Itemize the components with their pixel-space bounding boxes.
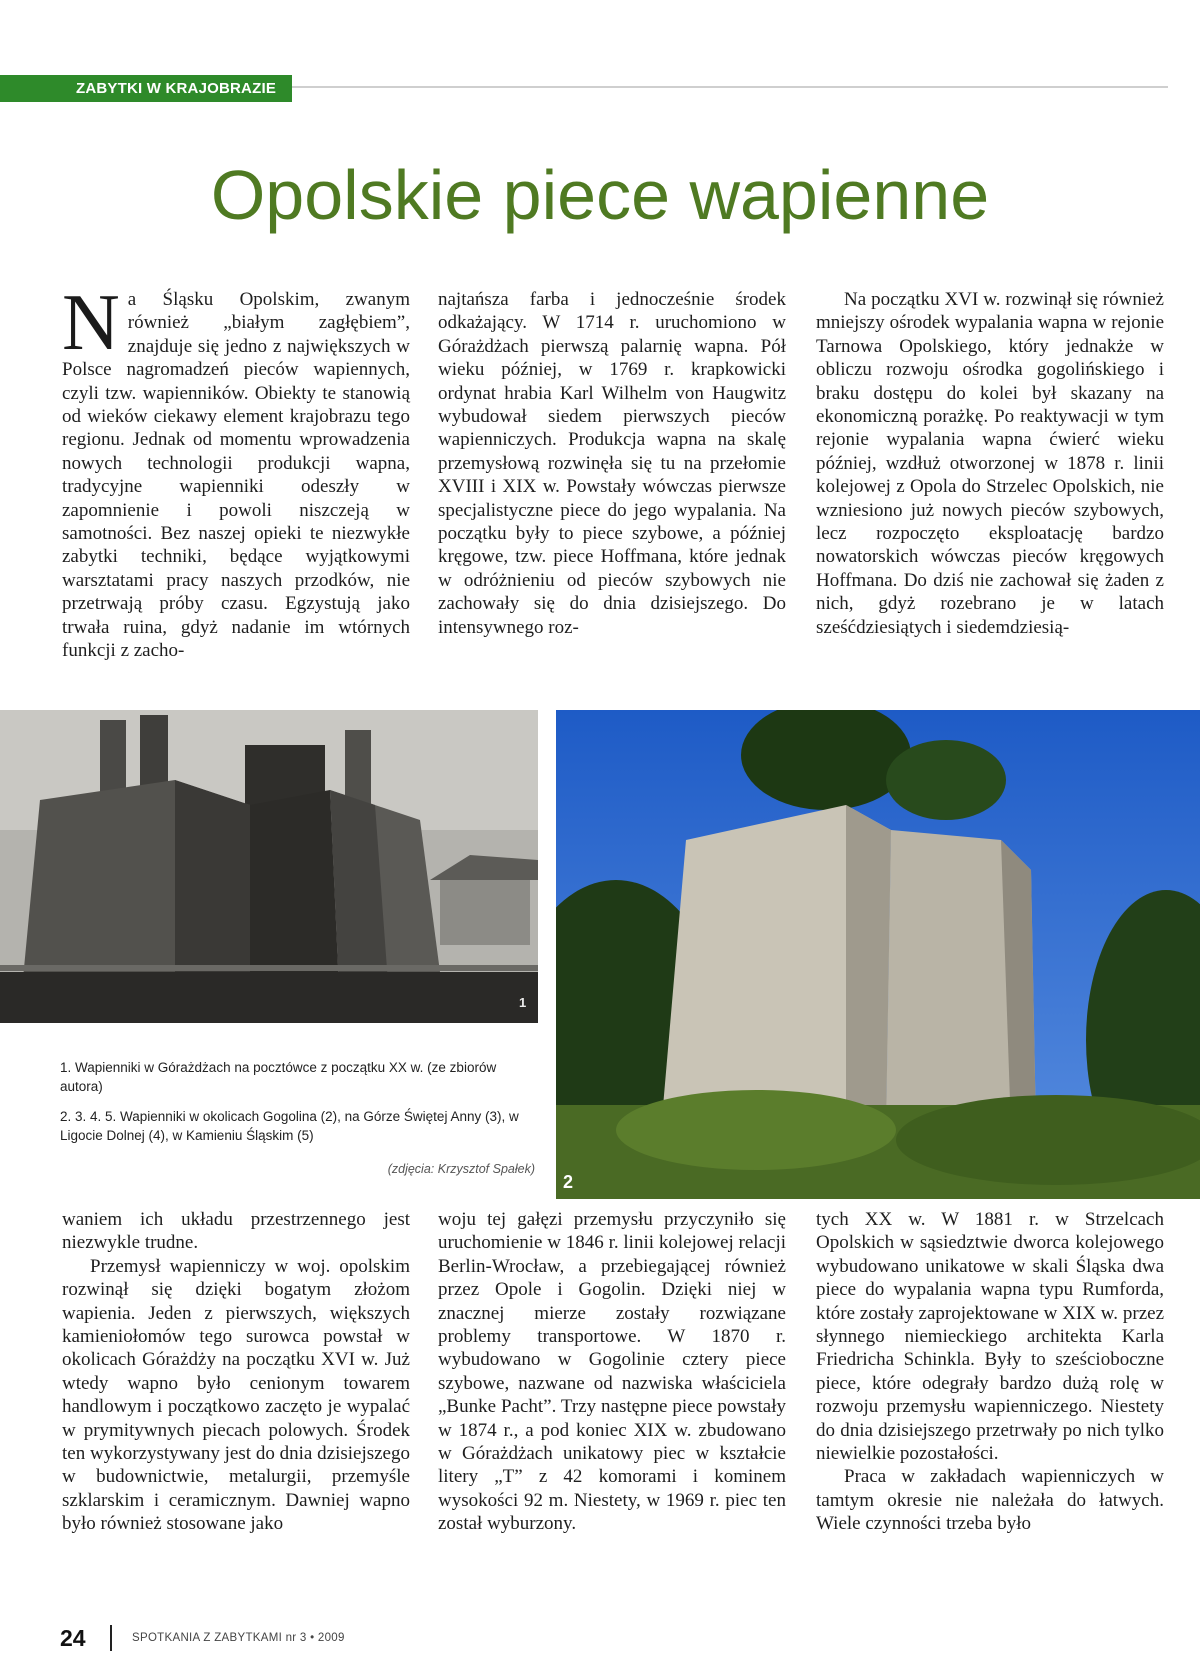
photo-number-1: 1 xyxy=(519,995,527,1010)
footer-divider xyxy=(110,1625,112,1651)
text-column-1-top xyxy=(62,279,410,663)
text-column-2-top xyxy=(438,288,786,639)
caption-photos-2-5: 2. 3. 4. 5. Wapienniki w okolicach Gogolina (2), na Górze Świętej Anny (3), w Ligocie Dolnej (4), w Kamieniu Śląskim (5) xyxy=(60,1109,519,1143)
header-rule xyxy=(292,86,1168,88)
photo-number-2: 2 xyxy=(563,1172,574,1192)
paragraph: Przemysł wapienniczy w woj. opolskim rozwinął się dzięki bogatym złożom wapienia. Jeden z pierwszych, większych kamieniołomów tego surowca powstał w okolicach Górażdży na początku XVI w. Już wtedy wapno było cenionym towarem handlowym i początkowo zaczęto je wypalać w prymitywnych piecach polowych. Środek ten wykorzystywany jest do dnia dzisiejszego w budownictwie, metalurgii, przemyśle szklarskim i ceramicznym. Dawniej wapno było również stosowane jako xyxy=(62,1255,410,1535)
paragraph: a Śląsku Opolskim, zwanym również „białym zagłębiem”, znajduje się jedno z największych w Polsce nagromadzeń pieców wapiennych, czyli tzw. wapienników. Obiekty te stanowią od wieków ciekawy element krajobrazu tego regionu. Jednak od momentu wprowadzenia nowych technologii produkcji wapna, tradycyjne wapienniki odeszły w zapomnienie i powoli niszczeją w samotności. Bez naszej opieki te niezwykłe zabytki techniki, będące wyjątkowymi warsztatami pracy naszych przodków, nie przetrwają próby czasu. Egzystują jako trwała ruina, gdyż nadanie im wtórnych funkcji z zacho- xyxy=(62,289,410,662)
photo-credit: (zdjęcia: Krzysztof Spałek) xyxy=(387,1162,535,1176)
article-title: Opolskie piece wapienne xyxy=(210,156,990,234)
paragraph: woju tej gałęzi przemysłu przyczyniło się uruchomienie w 1846 r. linii kolejowej relacji Berlin-Wrocław, a przebiegającej również przez Opole i Gogolin. Dzięki niej w znacznej mierze zostały rozwiązane problemy transportowe. W 1870 r. wybudowano w Gogolinie cztery piece szybowe, nazwane od nazwiska właściciela „Bunke Pacht”. Trzy następne piece powstały w 1874 r., a pod koniec XIX w. zbudowano w Górażdżach unikatowy piec w kształcie litery „T” z 42 komorami i kominem wysokości 92 m. Niestety, w 1969 r. piec ten został wyburzony. xyxy=(438,1209,786,1535)
text-column-3-top xyxy=(816,288,1164,639)
text-column-3-bottom xyxy=(816,1208,1164,1536)
text-column-2-bottom xyxy=(438,1208,786,1536)
page-number: 24 xyxy=(60,1625,86,1651)
paragraph: Na początku XVI w. rozwinął się również mniejszy ośrodek wypalania wapna w rejonie Tarnowa Opolskiego, który jednakże w obliczu rozwoju ośrodka gogolińskiego i braku dostępu do kolei był skazany na ekonomiczną porażkę. Po reaktywacji w tym rejonie wypalania wapna ćwierć wieku później, wzdłuż otworzonej w 1878 r. linii kolejowej z Opola do Strzelec Opolskich, nie wzniesiono już nowych pieców szybowych, lecz rozpoczęto eksploatację bardzo nowatorskich wówczas pieców kręgowych Hoffmana. Do dziś nie zachował się żaden z nich, gdyż rozebrano je w latach sześćdziesiątych i siedemdziesią- xyxy=(816,289,1164,638)
photo-postcard-lime-kilns xyxy=(0,710,538,1023)
text-column-1-bottom xyxy=(62,1208,410,1536)
paragraph: waniem ich układu przestrzennego jest niezwykle trudne. xyxy=(62,1209,410,1254)
drop-cap: N xyxy=(62,279,120,367)
paragraph: Praca w zakładach wapienniczych w tamtym okresie nie należała do łatwych. Wiele czynności trzeba było xyxy=(816,1466,1164,1535)
photo-kiln-ruin xyxy=(556,710,1200,1199)
section-tag: ZABYTKI W KRAJOBRAZIE xyxy=(0,75,292,102)
caption-photo-1: 1. Wapienniki w Górażdżach na pocztówce z początku XX w. (ze zbiorów autora) xyxy=(60,1060,497,1094)
paragraph: najtańsza farba i jednocześnie środek odkażający. W 1714 r. uruchomiono w Górażdżach pierwszą palarnię wapna. Pół wieku później, w 1769 r. krapkowicki ordynat hrabia Karl Wilhelm von Haugwitz wybudował siedem pierwszych pieców wapienniczych. Produkcja wapna na skalę przemysłową rozwinęła się tu na przełomie XVIII i XIX w. Powstały wówczas pierwsze specjalistyczne piece do jego wypalania. Na początku były to piece szybowe, a później kręgowe, tzw. piece Hoffmana, które jednak w odróżnieniu od pieców szybowych nie zachowały się do dnia dzisiejszego. Do intensywnego roz- xyxy=(438,289,786,638)
publication-name: SPOTKANIA Z ZABYTKAMI nr 3 • 2009 xyxy=(132,1632,345,1644)
paragraph: tych XX w. W 1881 r. w Strzelcach Opolskich w sąsiedztwie dworca kolejowego wybudowano unikatowe w skali Śląska dwa piece do wypalania wapna typu Rumforda, które zostały zaprojektowane w XIX w. przez słynnego niemieckiego architekta Karla Friedricha Schinkla. Były to sześcioboczne piece, które odegrały bardzo dużą rolę w rozwoju przemysłu wapienniczego. Niestety do dnia dzisiejszego przetrwały po nich tylko niewielkie pozostałości. xyxy=(816,1209,1164,1465)
